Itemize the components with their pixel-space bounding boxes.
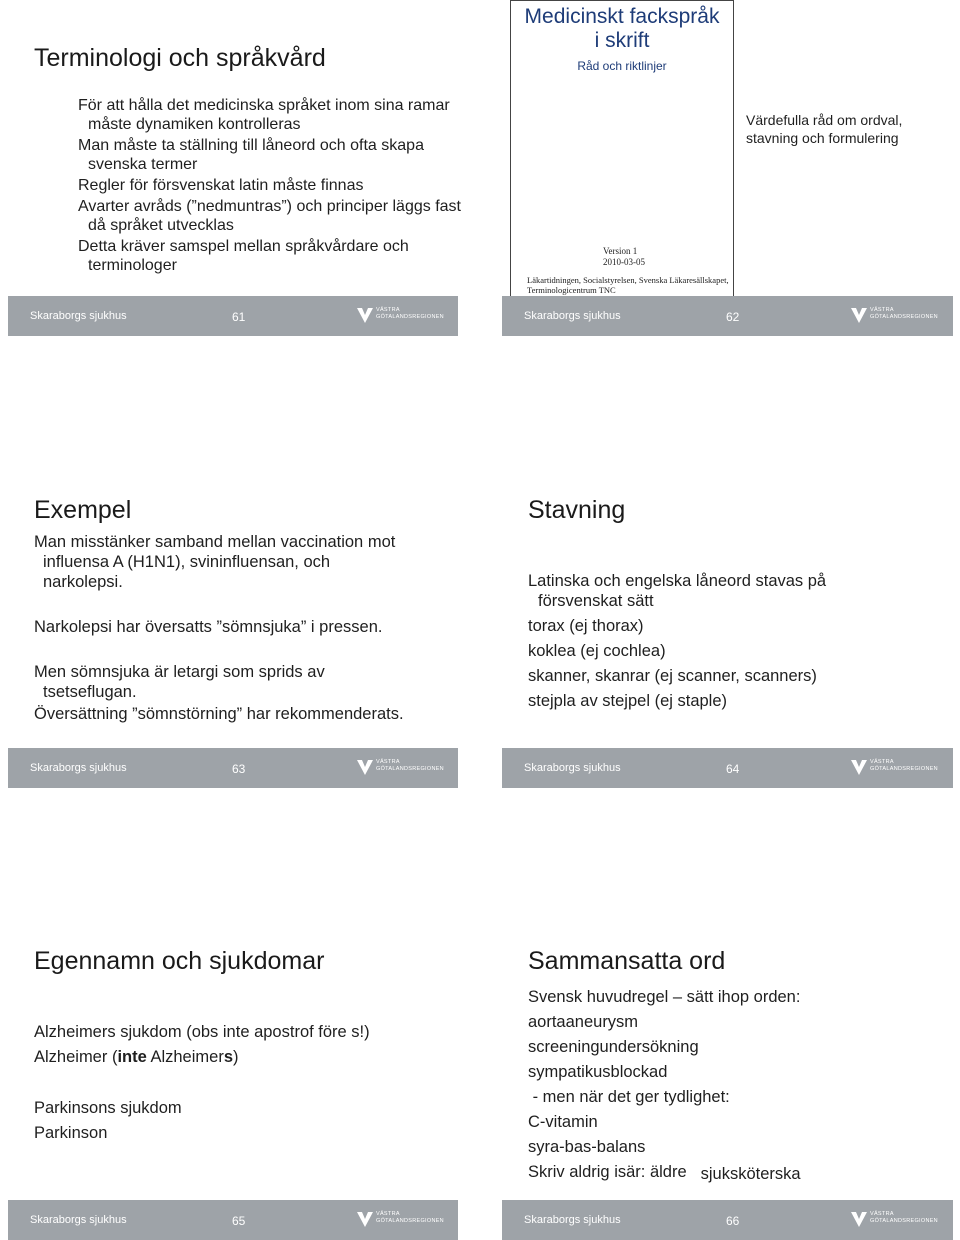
- text-line: måste dynamiken kontrolleras: [88, 116, 301, 133]
- text-fragment: Alzheimer (: [34, 1048, 118, 1066]
- region-logo: [850, 305, 938, 327]
- slide-footer: [8, 296, 458, 336]
- logo-text: VÄSTRA: [376, 1211, 400, 1217]
- text-line: [528, 1162, 801, 1182]
- caption-line: Värdefulla råd om ordval,: [746, 112, 903, 128]
- slide-number: 61: [232, 310, 246, 324]
- slide-body: [78, 96, 461, 275]
- text-line: terminologer: [88, 257, 177, 274]
- logo-text: VÄSTRA: [870, 759, 894, 765]
- book-cover: [510, 0, 734, 297]
- logo-text: VÄSTRA: [870, 1211, 894, 1217]
- slide-footer: [502, 748, 953, 788]
- slide-title: Exempel: [34, 496, 132, 524]
- text-line: koklea (ej cochlea): [528, 642, 666, 660]
- text-line: syra-bas-balans: [528, 1138, 646, 1156]
- text-line: Men sömnsjuka är letargi som sprids av: [34, 663, 325, 681]
- book-version: Version 1: [603, 246, 638, 256]
- text-line: narkolepsi.: [43, 573, 123, 591]
- slide-title: Egennamn och sjukdomar: [34, 947, 325, 975]
- text-line: Avarter avråds (”nedmuntras”) och principer läggs fast: [78, 198, 461, 215]
- text-fragment: ): [233, 1048, 239, 1066]
- slide-footer: [502, 1200, 953, 1240]
- text-fragment: Alzheimer: [146, 1048, 224, 1066]
- text-line: skanner, skanrar (ej scanner, scanners): [528, 667, 817, 685]
- caption-line: stavning och formulering: [746, 130, 899, 146]
- region-logo-icon: [356, 757, 374, 777]
- slide-number: 64: [726, 762, 740, 776]
- slide-body: [528, 571, 826, 711]
- text-line: Parkinsons sjukdom: [34, 1099, 182, 1117]
- text-fragment: sjuksköterska: [700, 1165, 801, 1183]
- text-line: [34, 1047, 370, 1067]
- logo-text: GÖTALANDSREGIONEN: [376, 314, 444, 320]
- hospital-name: Skaraborgs sjukhus: [30, 762, 127, 774]
- text-line: Parkinson: [34, 1124, 108, 1142]
- text-line: Detta kräver samspel mellan språkvårdare och: [78, 238, 409, 255]
- logo-text: VÄSTRA: [376, 307, 400, 313]
- text-line: - men när det ger tydlighet:: [528, 1088, 730, 1106]
- text-line: Man måste ta ställning till låneord och ofta skapa: [78, 137, 424, 154]
- book-subtitle: Råd och riktlinjer: [577, 59, 667, 73]
- text-line: då språket utvecklas: [88, 217, 234, 234]
- region-logo-icon: [356, 1209, 374, 1229]
- hospital-name: Skaraborgs sjukhus: [524, 1214, 621, 1226]
- bold-text: inte: [117, 1048, 147, 1066]
- slide-footer: [502, 296, 953, 336]
- slide-body: [34, 532, 404, 724]
- text-line: stejpla av stejpel (ej staple): [528, 692, 728, 710]
- slide-number: 62: [726, 310, 740, 324]
- slide-title: Stavning: [528, 496, 626, 524]
- book-date: 2010-03-05: [603, 257, 645, 267]
- text-line: aortaaneurysm: [528, 1013, 639, 1031]
- region-logo: [356, 757, 444, 779]
- region-logo-icon: [356, 305, 374, 325]
- hospital-name: Skaraborgs sjukhus: [30, 310, 127, 322]
- logo-text: GÖTALANDSREGIONEN: [376, 1218, 444, 1224]
- region-logo: [356, 1209, 444, 1231]
- logo-text: GÖTALANDSREGIONEN: [870, 766, 938, 772]
- region-logo-icon: [850, 757, 868, 777]
- text-line: För att hålla det medicinska språket inom sina ramar: [78, 97, 450, 114]
- text-line: C-vitamin: [528, 1113, 598, 1131]
- text-line: Alzheimers sjukdom (obs inte apostrof före s!): [34, 1023, 370, 1041]
- hospital-name: Skaraborgs sjukhus: [524, 310, 621, 322]
- slide-number: 66: [726, 1214, 740, 1228]
- region-logo: [850, 1209, 938, 1231]
- logo-text: GÖTALANDSREGIONEN: [870, 1218, 938, 1224]
- hospital-name: Skaraborgs sjukhus: [30, 1214, 127, 1226]
- book-caption: [746, 111, 902, 147]
- text-line: Man misstänker samband mellan vaccination mot: [34, 533, 396, 551]
- text-line: screeningundersökning: [528, 1038, 699, 1056]
- text-line: Regler för försvenskat latin måste finnas: [78, 177, 364, 194]
- slide-body: [34, 1022, 370, 1143]
- slide-body: [528, 987, 801, 1182]
- text-line: Narkolepsi har översatts ”sömnsjuka” i pressen.: [34, 618, 383, 636]
- text-fragment: Skriv aldrig isär: äldre: [528, 1163, 687, 1181]
- slide-footer: [8, 1200, 458, 1240]
- book-title: Medicinskt fackspråk: [524, 5, 720, 28]
- logo-text: GÖTALANDSREGIONEN: [376, 766, 444, 772]
- text-line: tsetseflugan.: [43, 683, 137, 701]
- text-line: Översättning ”sömnstörning” har rekommenderats.: [34, 705, 404, 723]
- text-line: svenska termer: [88, 156, 198, 173]
- slide-footer: [8, 748, 458, 788]
- region-logo-icon: [850, 305, 868, 325]
- logo-text: VÄSTRA: [376, 759, 400, 765]
- text-line: torax (ej thorax): [528, 617, 644, 635]
- region-logo-icon: [850, 1209, 868, 1229]
- slide-title: Sammansatta ord: [528, 947, 726, 975]
- book-publishers: Läkartidningen, Socialstyrelsen, Svenska Läkaresällskapet,: [527, 275, 729, 285]
- hospital-name: Skaraborgs sjukhus: [524, 762, 621, 774]
- book-publishers: Terminologicentrum TNC: [527, 285, 616, 295]
- slide-number: 65: [232, 1214, 246, 1228]
- region-logo: [850, 757, 938, 779]
- text-line: Svensk huvudregel – sätt ihop orden:: [528, 988, 801, 1006]
- text-line: sympatikusblockad: [528, 1063, 668, 1081]
- region-logo: [356, 305, 444, 327]
- logo-text: GÖTALANDSREGIONEN: [870, 314, 938, 320]
- book-title: i skrift: [594, 29, 650, 52]
- text-line: Latinska och engelska låneord stavas på: [528, 572, 827, 590]
- text-line: influensa A (H1N1), svininfluensan, och: [43, 553, 331, 571]
- text-line: försvenskat sätt: [538, 592, 654, 610]
- slide-title: Terminologi och språkvård: [34, 44, 326, 72]
- bold-text: s: [223, 1048, 233, 1066]
- logo-text: VÄSTRA: [870, 307, 894, 313]
- slide-number: 63: [232, 762, 246, 776]
